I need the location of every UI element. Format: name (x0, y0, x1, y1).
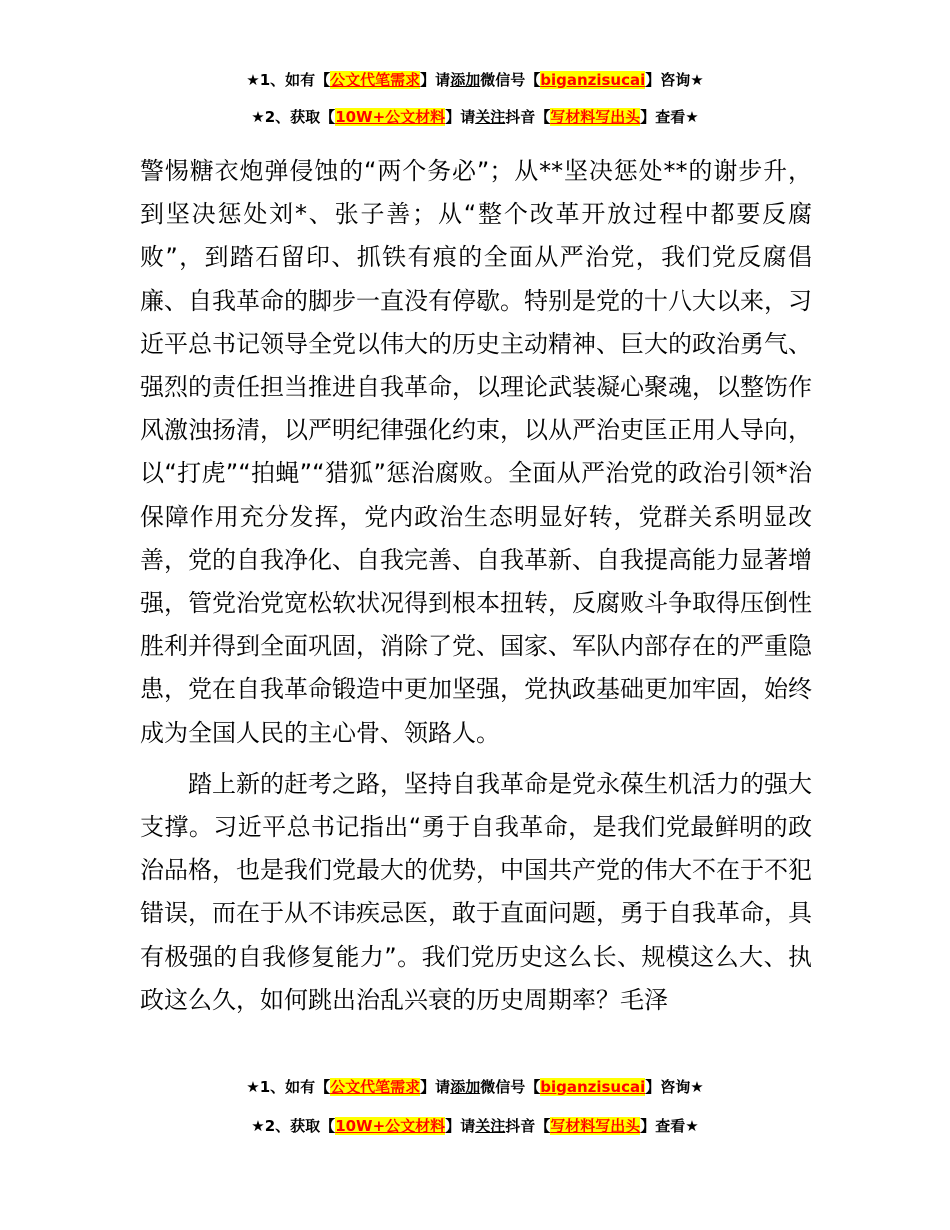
banner-text: ★1、如有【 (246, 1078, 331, 1096)
document-body (140, 150, 812, 1022)
banner-text: ★2、获取【 (251, 1117, 336, 1135)
banner-underlined-word: 关注 (475, 108, 506, 126)
banner-text: 微信号【 (480, 71, 541, 89)
body-paragraph-2: 踏上新的赶考之路，坚持自我革命是党永葆生机活力的强大支撑。习近平总书记指出“勇于自我革命，是我们党最鲜明的政治品格，也是我们党最大的优势，中国共产党的伟大不在于不犯错误，而在于从不讳疾忌医，敢于直面问题，勇于自我革命，具有极强的自我修复能力”。我们党历史这么长、规模这么大、执政这么久，如何跳出治乱兴衰的历史周期率？毛泽 (140, 769, 812, 1014)
banner-text: 】咨询★ (645, 1078, 704, 1096)
banner-highlight-wechat-id: biganzisucai (540, 71, 646, 89)
header-banner-line-1 (0, 70, 950, 90)
body-paragraph-1: 警惕糖衣炮弹侵蚀的“两个务必”；从**坚决惩处**的谢步升，到坚决惩处刘*、张子善；从“整个改革开放过程中都要反腐败”，到踏石留印、抓铁有痕的全面从严治党，我们党反腐倡廉、自我革命的脚步一直没有停歇。特别是党的十八大以来，习近平总书记领导全党以伟大的历史主动精神、巨大的政治勇气、强烈的责任担当推进自我革命，以理论武装凝心聚魂，以整饬作风激浊扬清，以严明纪律强化约束，以从严治吏匡正用人导向，以“打虎”“拍蝇”“猎狐”惩治腐败。全面从严治党的政治引领*治保障作用充分发挥，党内政治生态明显好转，党群关系明显改善，党的自我净化、自我完善、自我革新、自我提高能力显著增强，管党治党宽松软状况得到根本扭转，反腐败斗争取得压倒性胜利并得到全面巩固，消除了党、国家、军队内部存在的严重隐患，党在自我革命锻造中更加坚强，党执政基础更加牢固，始终成为全国人民的主心骨、领路人。 (140, 157, 812, 747)
banner-text: 】咨询★ (645, 71, 704, 89)
banner-text: 】请 (445, 1117, 476, 1135)
footer-banner-line-2 (0, 1116, 950, 1136)
banner-underlined-word: 添加 (450, 71, 481, 89)
banner-highlight-wechat-id: biganzisucai (540, 1078, 646, 1096)
banner-text: 抖音【 (505, 108, 551, 126)
banner-text: ★1、如有【 (246, 71, 331, 89)
banner-highlight-service: 公文代笔需求 (330, 1078, 421, 1096)
banner-text: ★2、获取【 (251, 108, 336, 126)
banner-text: 】查看★ (640, 108, 699, 126)
banner-highlight-materials: 10W+公文材料 (335, 1117, 446, 1135)
header-banner-line-2 (0, 107, 950, 127)
banner-highlight-service: 公文代笔需求 (330, 71, 421, 89)
banner-highlight-douyin-account: 写材料写出头 (550, 108, 641, 126)
banner-highlight-materials: 10W+公文材料 (335, 108, 446, 126)
banner-underlined-word: 添加 (450, 1078, 481, 1096)
banner-text: 微信号【 (480, 1078, 541, 1096)
banner-underlined-word: 关注 (475, 1117, 506, 1135)
banner-text: 】请 (420, 71, 451, 89)
banner-text: 】请 (445, 108, 476, 126)
banner-text: 抖音【 (505, 1117, 551, 1135)
banner-text: 】请 (420, 1078, 451, 1096)
banner-text: 】查看★ (640, 1117, 699, 1135)
banner-highlight-douyin-account: 写材料写出头 (550, 1117, 641, 1135)
footer-banner-line-1 (0, 1077, 950, 1097)
